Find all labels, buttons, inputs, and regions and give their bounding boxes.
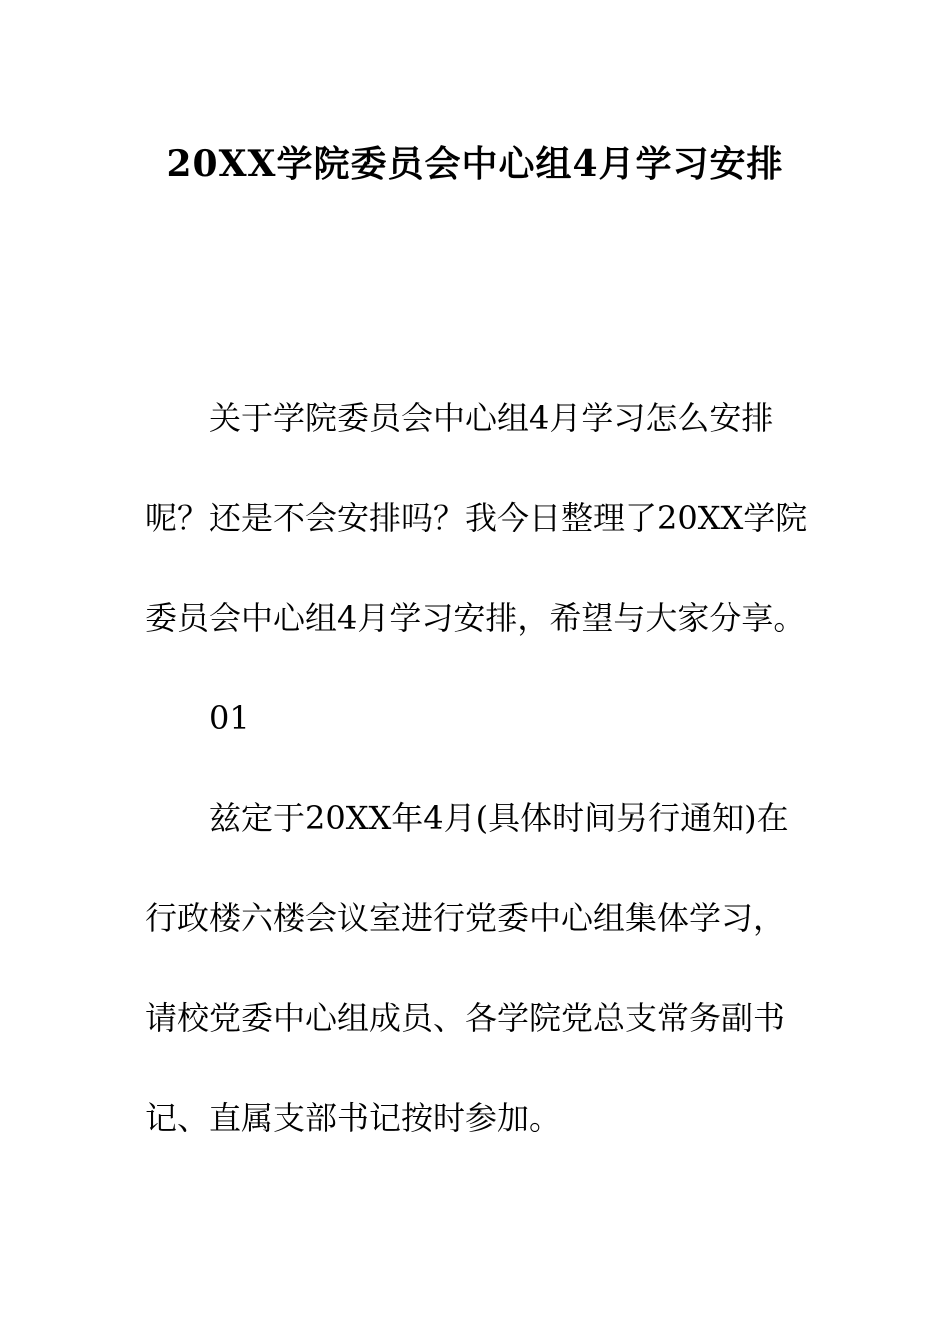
paragraph-notice: 兹定于20XX年4月(具体时间另行通知)在行政楼六楼会议室进行党委中心组集体学习，请校党委中心组成员、各学院党总支常务副书记、直属支部书记按时参加。 [145,799,789,1137]
document-title: 20XX学院委员会中心组4月学习安排 [166,143,784,185]
paragraph-section-number: 01 [209,699,250,737]
paragraph-intro: 关于学院委员会中心组4月学习怎么安排呢？还是不会安排吗？我今日整理了20XX学院委员会中心组4月学习安排，希望与大家分享。 [145,399,808,637]
document-body [145,368,810,1168]
